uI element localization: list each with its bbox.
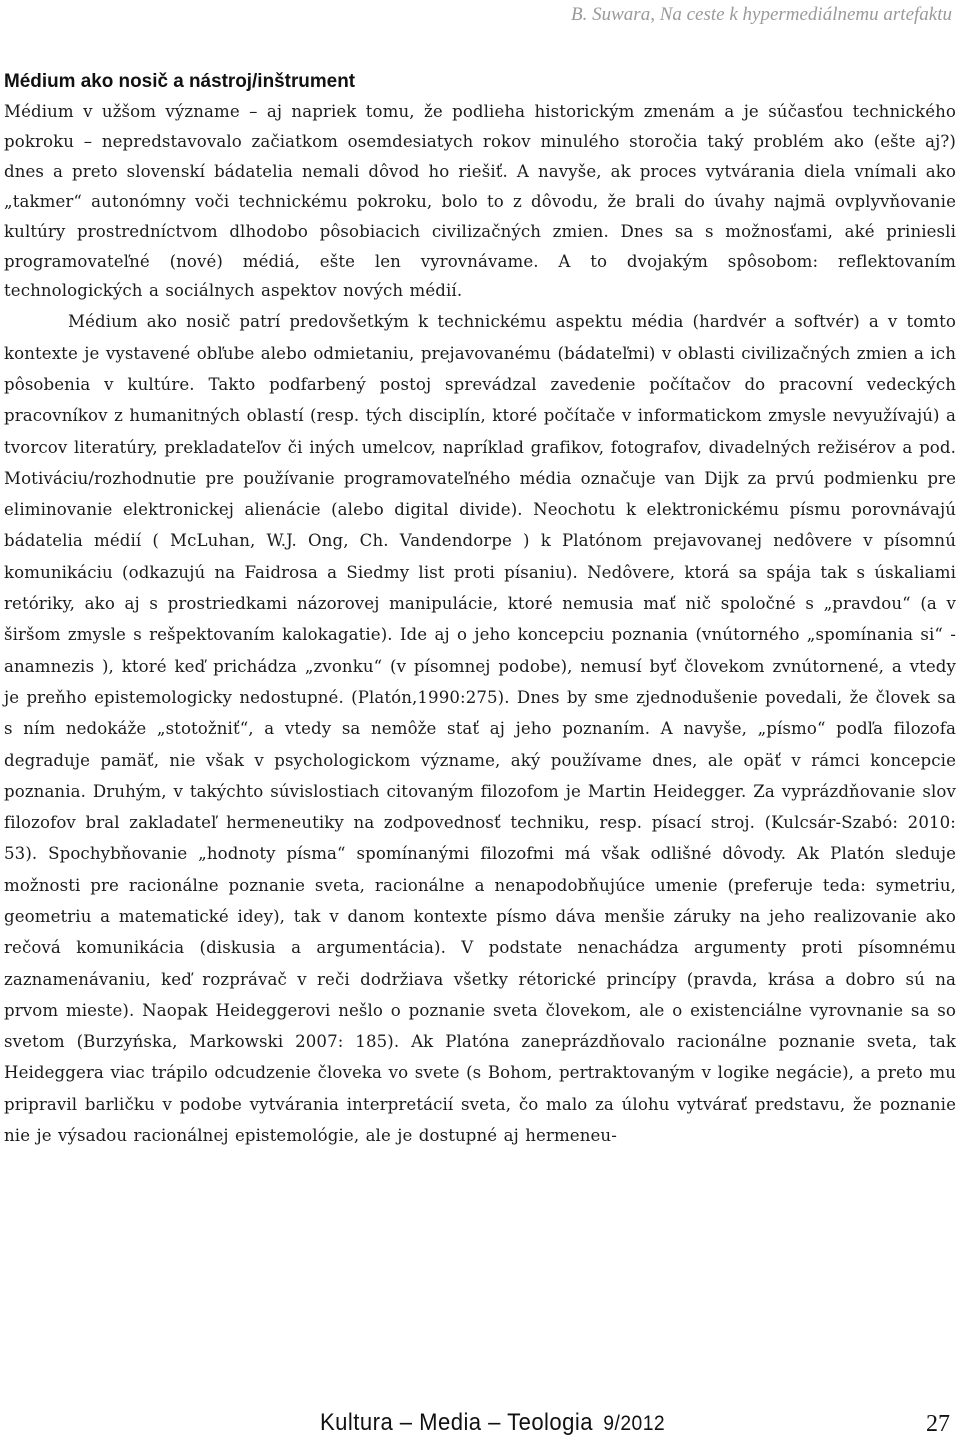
journal-issue: 9/2012	[603, 1412, 666, 1435]
paragraph-1: Médium v užšom význame – aj napriek tomu, že podlieha historickým zmenám a je súčasťou technického pokroku – nepredstavovalo začiatkom osemdesiatych rokov minulého storočia taký problém ako (ešte aj?) dnes a preto slovenskí bádatelia nemali dôvod ho riešiť. A navyše, ak proces vytvárania diela vnímali ako „takmer“ autonómny voči technickému pokroku, bolo to z dôvodu, že brali do úvahy najmä ovplyvňovanie kultúry prostredníctvom dlhodobo pôsobiacich civilizačných zmien. Dnes sa s možnosťami, aké priniesli programovateľné (nové) médiá, ešte len vyrovnávame. A to dvojakým spôsobom: reflektovaním technologických a sociálnych aspektov nových médií.	[4, 102, 956, 301]
running-header: B. Suwara, Na ceste k hypermediálnemu artefaktu	[571, 4, 952, 25]
page-number: 27	[926, 1411, 950, 1437]
journal-title	[320, 1409, 665, 1437]
paragraph-2: Médium ako nosič patrí predovšetkým k technickému aspektu média (hardvér a softvér) a v tomto kontexte je vystavené obľube alebo odmietaniu, prejavovanému (bádateľmi) v oblasti civilizačných zmien a ich pôsobenia v kultúre. Takto podfarbený postoj sprevádzal zavedenie počítačov do pracovní vedeckých pracovníkov z humanitných oblastí (resp. tých disciplín, ktoré počítače v informatickom zmysle nevyužívajú) a tvorcov literatúry, prekladateľov či iných umelcov, napríklad grafikov, fotografov, divadelných režisérov a pod. Motiváciu/rozhodnutie pre používanie programovateľného média označuje van Dijk za prvú podmienku pre eliminovanie elektronickej alienácie (alebo digital divide). Neochotu k elektronickému písmu porovnávajú bádatelia médií ( McLuhan, W.J. Ong, Ch. Vandendorpe ) k Platónom prejavovanej nedôvere v písomnú komunikáciu (odkazujú na Faidrosa a Siedmy list proti písaniu). Nedôvere, ktorá sa spája tak s úskaliami retóriky, ako aj s prostriedkami názorovej manipulácie, ktoré nemusia mať nič spoločné s „pravdou“ (a v širšom zmysle s rešpektovaním kalokagatie). Ide aj o jeho koncepciu poznania (vnútorného „spomínania si“ - anamnezis ), ktoré keď prichádza „zvonku“ (v písomnej podobe), nemusí byť človekom zvnútornené, a vtedy je preňho epistemologicky nedostupné. (Platón,1990:275). Dnes by sme zjednodušenie povedali, že človek sa s ním nedokáže „stotožniť“, a vtedy sa nemôže stať aj jeho poznaním. A navyše, „písmo“ podľa filozofa degraduje pamäť, nie však v psychologickom význame, aký používame dnes, ale opäť v rámci koncepcie poznania. Druhým, v takýchto súvislostiach citovaným filozofom je Martin Heidegger. Za vyprázdňovanie slov filozofov bral zakladateľ hermeneutiky na zodpovednosť techniku, resp. písací stroj. (Kulcsár-Szabó: 2010: 53). Spochybňovanie „hodnoty písma“ spomínanými filozofmi má však odlišné dôvody. Ak Platón sleduje možnosti pre racionálne poznanie sveta, racionálne a nenapodobňujúce umenie (preferuje teda: symetriu, geometriu a matematické idey), tak v danom kontexte písmo dáva menšie záruky na jeho realizovanie ako rečová komunikácia (diskusia a argumentácia). V podstate nenachádza argumenty proti písomnému zaznamenávaniu, keď rozprávač v reči dodržiava všetky rétorické princípy (pravda, krása a dobro sú na prvom mieste). Naopak Heideggerovi nešlo o poznanie sveta človekom, ale o existenciálne vyrovnanie sa so svetom (Burzyńska, Markowski 2007: 185). Ak Platóna zaneprázdňovalo racionálne poznanie sveta, tak Heideggera viac trápilo odcudzenie človeka vo svete (s Bohom, pertraktovaným v logike negácie), a preto mu pripravil barličku v podobe vytvárania interpretácií sveta, čo malo za úlohu vytvárať predstavu, že poznanie nie je výsadou racionálnej epistemológie, ale je dostupné aj hermeneu-	[4, 312, 956, 1146]
page-footer	[0, 1409, 960, 1445]
section-heading: Médium ako nosič a nástroj/inštrument	[4, 70, 356, 92]
journal-name: Kultura – Media – Teologia	[320, 1409, 594, 1436]
article-body	[4, 66, 956, 1151]
